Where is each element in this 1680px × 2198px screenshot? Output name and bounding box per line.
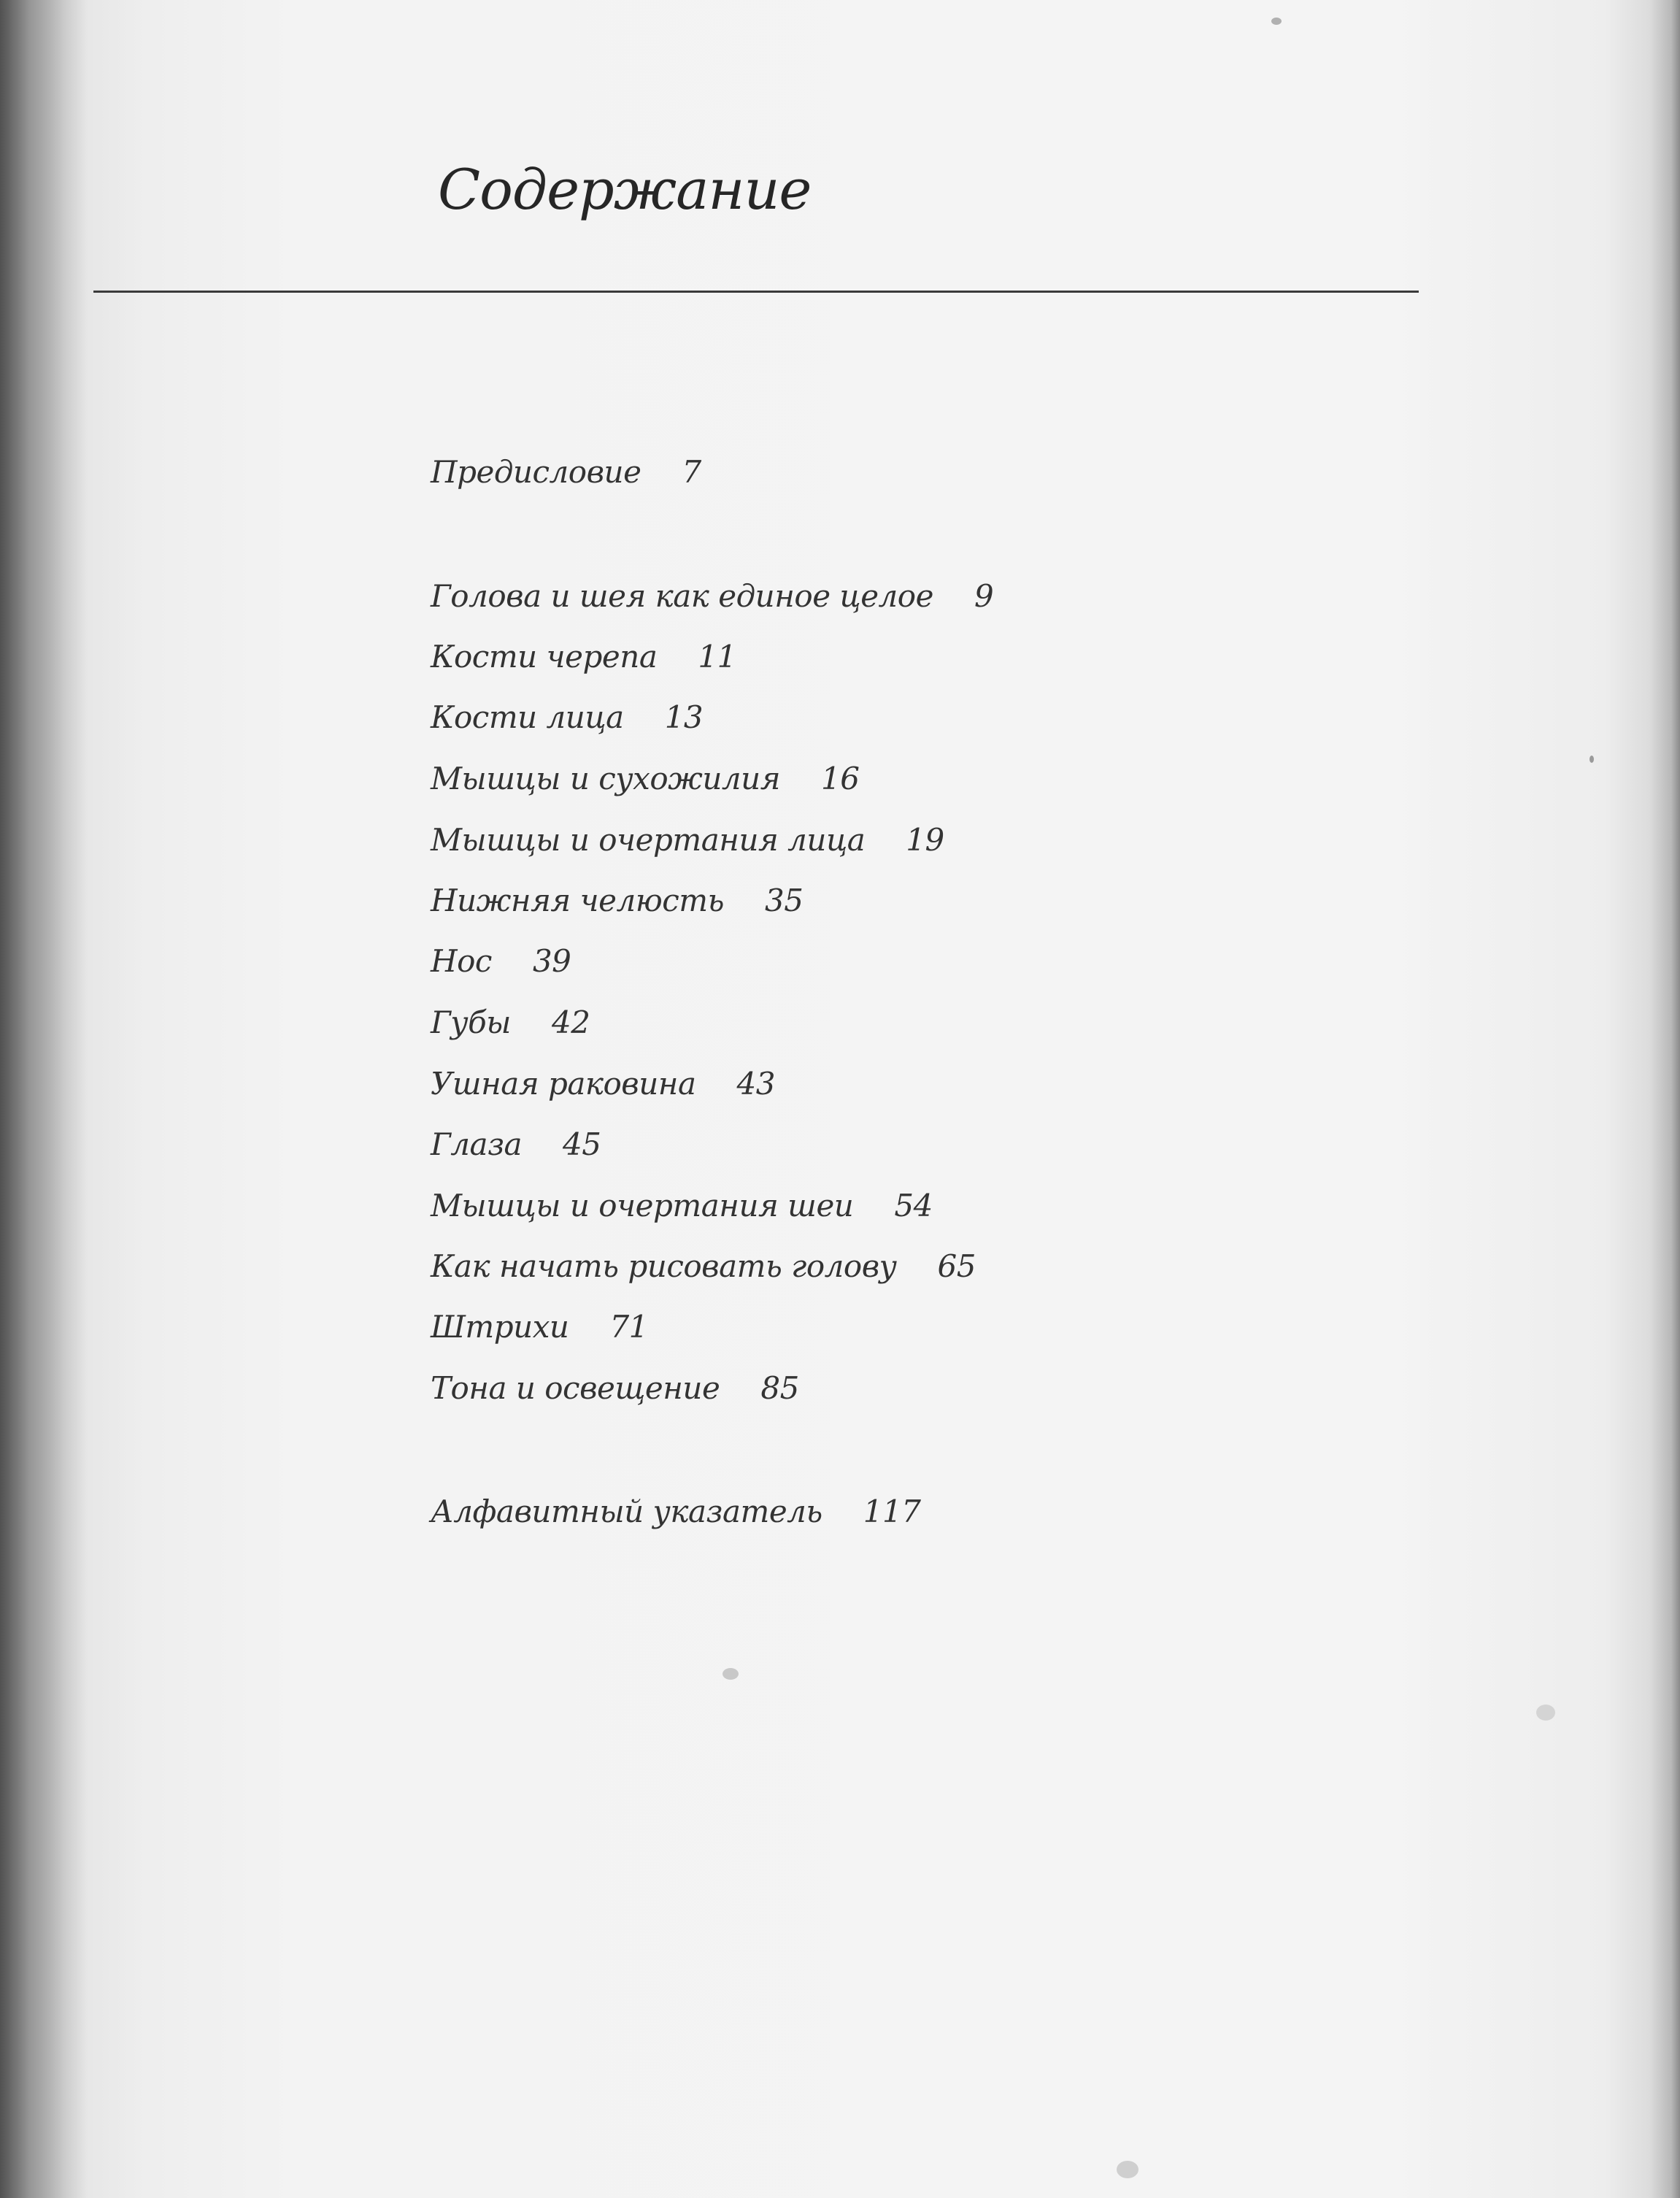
toc-entry-page: 43 [736,1066,775,1102]
toc-entry-label: Кости черепа [431,639,658,675]
toc-entry-label: Нос [431,943,492,979]
toc-entry [431,639,736,675]
toc-entry [431,1126,601,1162]
toc-entry-label: Как начать рисовать голову [431,1248,897,1284]
toc-entry-label: Нижняя челюсть [431,883,724,918]
title-divider [93,291,1419,293]
toc-entry-page: 65 [937,1248,976,1284]
paper-speck [1271,18,1282,25]
toc-entry-label: Предисловие [431,454,641,490]
toc-entry [431,1309,648,1345]
toc-entry [431,1496,920,1527]
toc-entry-page: 85 [760,1370,799,1406]
toc-entry-label: Голова и шея как единое целое [431,578,933,614]
toc-entry-label: Губы [431,1004,512,1040]
paper-speck [1117,2161,1138,2178]
toc-entry-label: Ушная раковина [431,1066,696,1102]
toc-entry-page: 19 [906,822,944,858]
toc-entry-page: 39 [532,943,571,979]
toc-entry-label: Глаза [431,1126,523,1162]
toc-entry-page: 13 [664,699,704,735]
toc-entry-label: Алфавитный указатель [431,1494,822,1529]
toc-entry [431,761,860,796]
toc-entry-page: 35 [764,883,804,918]
toc-entry-label: Тона и освещение [431,1370,720,1406]
paper-speck [723,1668,739,1680]
toc-entry [431,699,704,735]
toc-entry-label: Мышцы и очертания шеи [431,1188,854,1223]
toc-entry [431,1188,933,1223]
toc-entry-page: 54 [894,1188,933,1223]
toc-entry [431,454,701,490]
toc-entry [431,1004,590,1040]
toc-entry-label: Мышцы и сухожилия [431,761,781,796]
toc-entry-label: Штрихи [431,1309,569,1345]
toc-entry-label: Кости лица [431,699,624,735]
toc-entry-page: 11 [698,639,736,675]
toc-entry [431,822,944,858]
toc-entry-page: 42 [552,1004,590,1040]
toc-entry [431,885,803,916]
toc-entry [431,943,571,979]
toc-entry [431,1248,976,1284]
toc-entry-page: 45 [563,1126,601,1162]
toc-entry [431,1066,775,1102]
toc-entry-page: 71 [609,1309,648,1345]
toc-entry-page: 7 [682,454,701,490]
toc-entry [431,1370,799,1406]
binding-shadow [0,0,88,2198]
toc-entry-page: 16 [821,761,860,796]
paper-speck [1536,1705,1555,1721]
toc-entry-page: 117 [863,1494,921,1529]
toc-entry-label: Мышцы и очертания лица [431,822,866,858]
page-title: Содержание [438,157,812,222]
toc-entry-page: 9 [974,578,994,614]
paper-speck [1590,756,1594,763]
toc-entry [431,578,994,614]
